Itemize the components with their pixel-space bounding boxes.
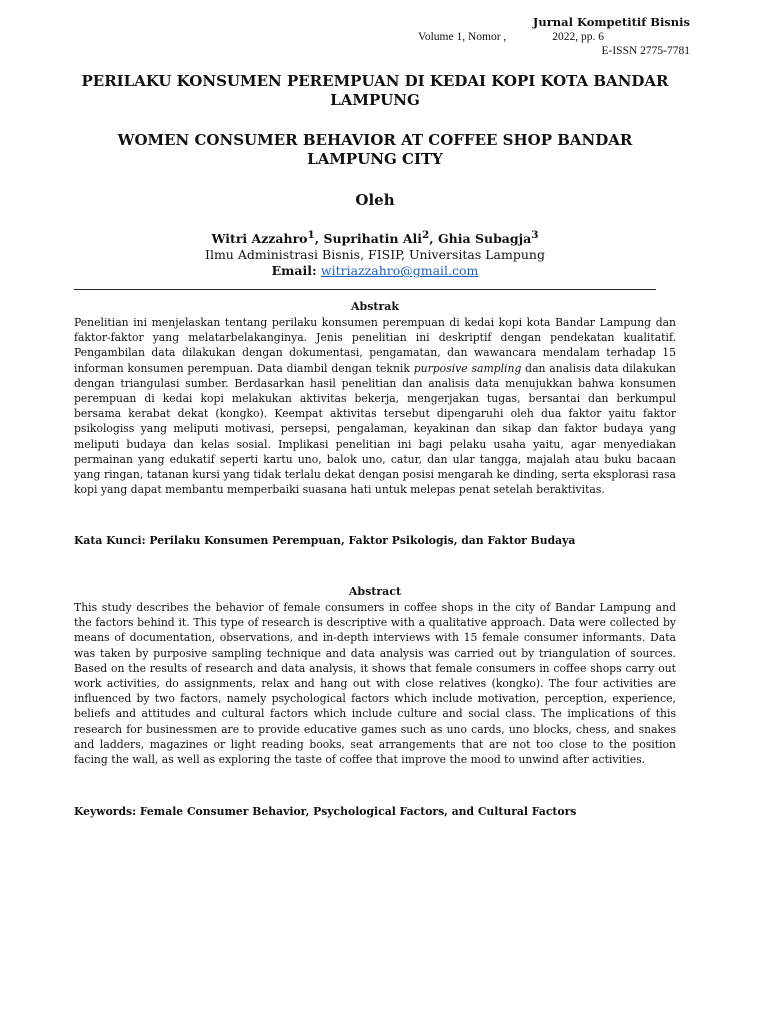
separator-rule [74, 289, 656, 290]
kata-kunci: Kata Kunci: Perilaku Konsumen Perempuan, Faktor Psikologis, dan Faktor Budaya [74, 534, 576, 547]
abstract-heading: Abstract [348, 585, 402, 598]
title-indonesian: PERILAKU KONSUMEN PEREMPUAN DI KEDAI KOPI KOTA BANDAR LAMPUNG [81, 72, 669, 109]
email-label: Email: [271, 263, 321, 279]
abstract-text: This study describes the behavior of female consumers in coffee shops in the city of Bandar Lampung and the factors behind it. This type of research is descriptive with a qualitative approach. Data were collected by means of documentation, observations, and in-depth interviews with 15 female consumer informants. Data was taken by purposive sampling technique and data analysis was carried out by triangulation of sources. Based on the results of research and data analysis, it shows that female consumers in coffee shops carry out work activities, do assignments, relax and hang out with close relatives (kongko). The four activities are influenced by two factors, namely psychological factors which include motivation, perception, experience, beliefs and attitudes and cultural factors which include culture and social class. The implications of this research for businessmen are to provide educative games such as uno cards, uno blocks, chess, and snakes and ladders, magazines or light reading books, seat arrangements that are not too close to the position facing the wall, as well as exploring the taste of coffee that improve the mood to unwind after activities. [74, 601, 676, 767]
by-label: Oleh [355, 191, 395, 209]
author-3: , Ghia Subagja [429, 231, 532, 247]
abstrak-italic-term: purposive sampling [413, 361, 522, 375]
journal-issn: E-ISSN 2775-7781 [601, 45, 690, 57]
email-link[interactable]: witriazzahro@gmail.com [320, 263, 479, 279]
author-1-sup: 1 [307, 229, 315, 241]
title-english: WOMEN CONSUMER BEHAVIOR AT COFFEE SHOP BANDAR LAMPUNG CITY [117, 131, 633, 168]
journal-name: Jurnal Kompetitif Bisnis [532, 15, 690, 29]
volume-text: Volume 1, Nomor , [418, 31, 507, 43]
abstrak-heading: Abstrak [350, 300, 400, 313]
abstrak-text-part-2: dan analisis data dilakukan dengan triangulasi sumber. Berdasarkan hasil penelitian dan analisis data menujukkan bahwa konsumen perempuan di kedai kopi melakukan aktivitas bekerja, mengerjakan tugas, bersantai dan berkumpul bersama kerabat dekat (kongko). Keempat aktivitas tersebut dipengaruhi oleh dua faktor yaitu faktor psikologiss yang meliputi motivasi, persepsi, pengalaman, keyakinan dan sikap dan faktor budaya yang meliputi budaya dan kelas sosial. Implikasi penelitian ini bagi pelaku usaha yaitu, agar menyediakan permainan yang edukatif seperti kartu uno, balok uno, catur, dan ular tangga, majalah atau buku bacaan yang ringan, tatanan kursi yang tidak terlalu dekat dengan posisi mengarah ke dinding, serta eksplorasi rasa kopi yang dapat membantu memperbaiki suasana hati untuk melepas penat setelah beraktivitas. [74, 361, 676, 497]
abstrak-text-part-1: Penelitian ini menjelaskan tentang perilaku konsumen perempuan di kedai kopi kota Bandar Lampung dan faktor-faktor yang melatarbelakanginya. Jenis penelitian ini deskriptif dengan pendekatan kualitatif. Pengambilan data dilakukan dengan dokumentasi, pengamatan, dan wawancara mendalam terhadap 15 informan konsumen perempuan. Data diambil dengan teknik [74, 316, 676, 375]
author-3-sup: 3 [531, 229, 539, 241]
affiliation: Ilmu Administrasi Bisnis, FISIP, Universitas Lampung [205, 247, 545, 263]
author-2-sup: 2 [422, 229, 430, 241]
author-1: Witri Azzahro [211, 231, 308, 247]
author-block [74, 227, 676, 279]
author-2: , Suprihatin Ali [314, 231, 423, 247]
year-pages-text: 2022, pp. 6 [552, 31, 605, 43]
journal-volume [418, 31, 604, 43]
author-names [74, 227, 676, 247]
email-line [74, 263, 676, 279]
keywords: Keywords: Female Consumer Behavior, Psychological Factors, and Cultural Factors [74, 805, 577, 818]
abstrak-text [74, 315, 676, 497]
